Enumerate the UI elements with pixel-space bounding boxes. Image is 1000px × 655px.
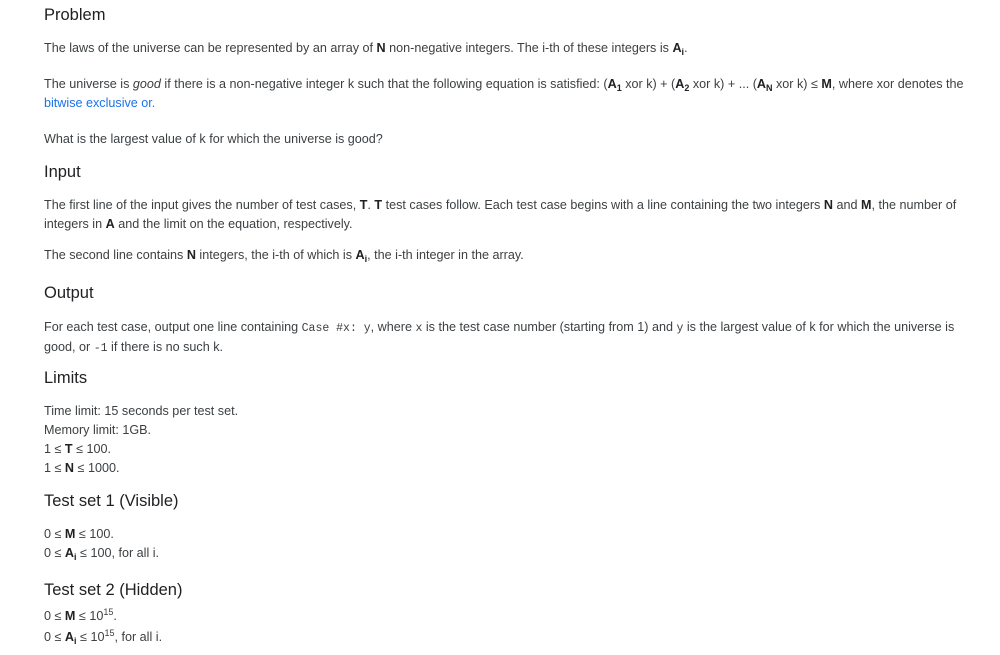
- input-paragraph-1: The first line of the input gives the number of test cases, T. T test cases follow. Each test case begins with a line containing the two integers N and M, the number of integers in A and the limit on the equation, respectively.: [44, 198, 957, 231]
- problem-heading: Problem: [44, 6, 106, 24]
- good-term: good: [132, 77, 161, 91]
- test-set-1-constraints: [44, 525, 989, 563]
- problem-paragraph-2: The universe is good if there is a non-negative integer k such that the following equation is satisfied: ($A_1$ xor $k) + (A_2$ xor k) + ... ($A_N$ xor k) ≤ M, where xor denotes the bitwise exclusive or.: [44, 77, 964, 110]
- output-paragraph: For each test case, output one line containing Case #x: y, where x is the test case number (starting from 1) and y is the largest value of k for which the universe is good, or -1 if there is no such k.: [44, 320, 955, 355]
- limits-list: [44, 402, 989, 478]
- t-constraint: 1 ≤ T ≤ 100.: [44, 442, 112, 456]
- input-paragraph-2: The second line contains N integers, the i-th of which is $A_i$, the i-th integer in the array.: [44, 248, 524, 264]
- problem-paragraph-1: The laws of the universe can be represented by an array of N non-negative integers. The i-th of these integers is $A_i$.: [44, 41, 688, 57]
- var-a: $A_i$: [672, 41, 685, 57]
- input-heading: Input: [44, 163, 81, 181]
- a-constraint: $0 \le A_i \le 100$, for all i.: [44, 546, 160, 562]
- memory-limit: Memory limit: 1GB.: [44, 423, 152, 437]
- test-set-2-constraints: [44, 606, 989, 648]
- test-set-2-heading: Test set 2 (Hidden): [44, 581, 183, 599]
- time-limit: Time limit: 15 seconds per test set.: [44, 404, 239, 418]
- m-constraint: 0 ≤ M ≤ 100.: [44, 527, 114, 541]
- output-heading: Output: [44, 284, 94, 302]
- bitwise-xor-link[interactable]: bitwise exclusive or: [44, 96, 152, 110]
- m-constraint: $0 \le M \le 10^{15}$.: [44, 607, 117, 623]
- problem-paragraph-3: What is the largest value of k for which the universe is good?: [44, 132, 383, 146]
- a-constraint: $0 \le A_i \le 10^{15}$, for all i.: [44, 628, 163, 646]
- n-constraint: 1 ≤ N ≤ 1000.: [44, 461, 120, 475]
- limits-heading: Limits: [44, 369, 88, 387]
- test-set-1-heading: Test set 1 (Visible): [44, 492, 179, 510]
- output-format-code: Case #x: y: [301, 322, 371, 335]
- var-n: N: [376, 41, 386, 55]
